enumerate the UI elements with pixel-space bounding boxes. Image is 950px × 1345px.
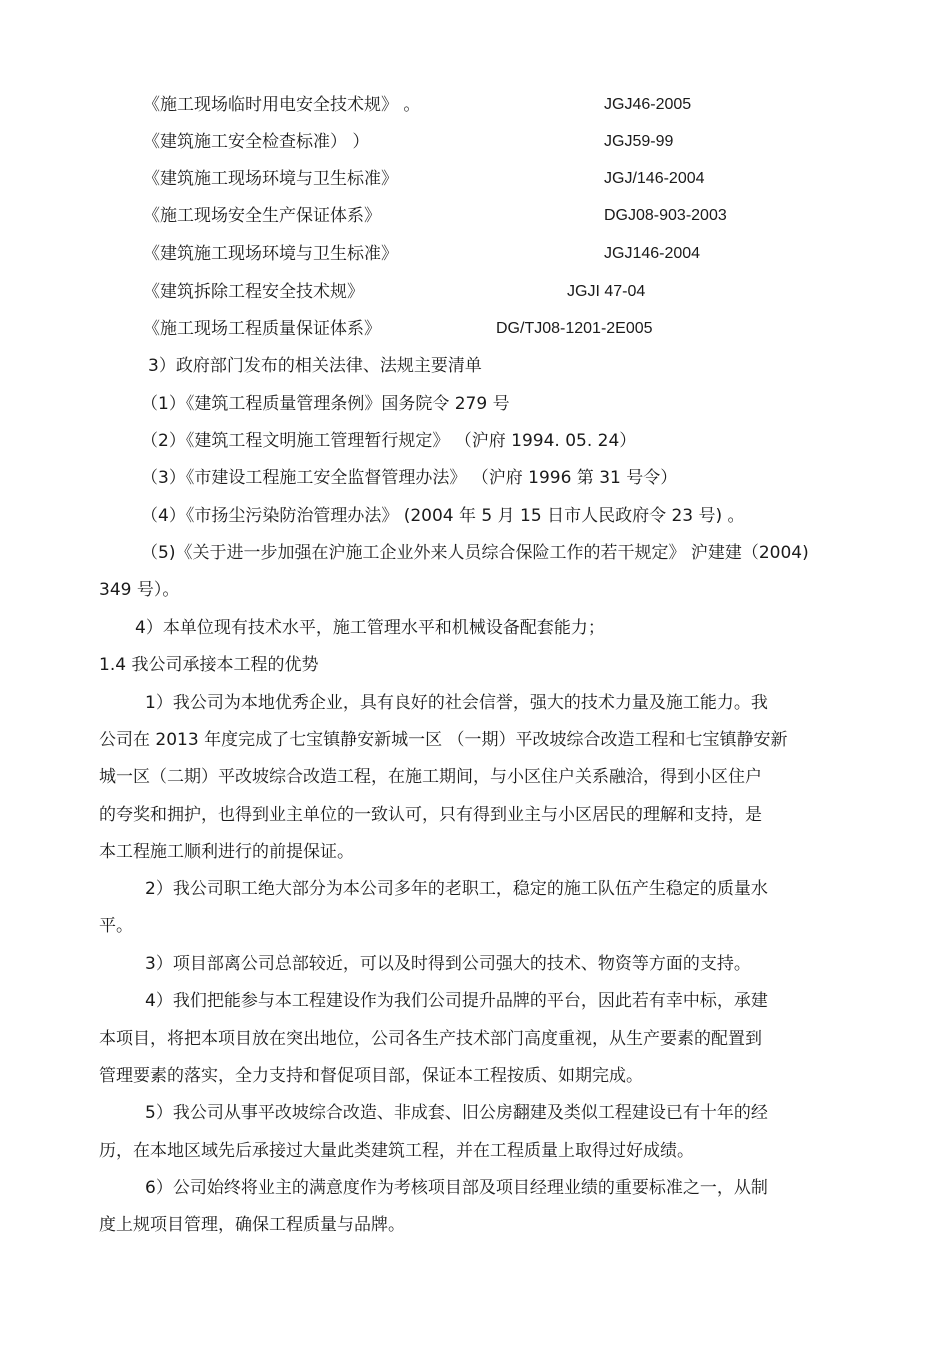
advantage-line: 6）公司始终将业主的满意度作为考核项目部及项目经理业绩的重要标准之一，从制 [145, 1178, 768, 1198]
law-item: （4）《市扬尘污染防治管理办法》 (2004 年 5 月 15 日市人民政府令 23 号) 。 [141, 506, 745, 526]
law-item-continuation: 349 号）。 [99, 580, 180, 600]
standard-title: 《建筑拆除工程安全技术规》 [143, 282, 364, 302]
advantage-line: 管理要素的落实，全力支持和督促项目部，保证本工程按质、如期完成。 [99, 1066, 643, 1086]
standard-code: JGJ46-2005 [604, 96, 692, 113]
advantage-line: 本项目，将把本项目放在突出地位，公司各生产技术部门高度重视，从生产要素的配置到 [99, 1029, 762, 1049]
standard-code: JGJI 47-04 [567, 283, 646, 300]
advantage-line: 的夸奖和拥护，也得到业主单位的一致认可，只有得到业主与小区居民的理解和支持，是 [99, 805, 762, 825]
standard-code: JGJ59-99 [604, 133, 674, 150]
standard-code: DG/TJ08-1201-2E005 [496, 320, 653, 337]
advantage-line: 2）我公司职工绝大部分为本公司多年的老职工，稳定的施工队伍产生稳定的质量水 [145, 879, 768, 899]
standard-title: 《建筑施工现场环境与卫生标准》 [143, 169, 398, 189]
advantage-line: 度上规项目管理，确保工程质量与品牌。 [99, 1215, 405, 1235]
advantage-line: 5）我公司从事平改坡综合改造、非成套、旧公房翻建及类似工程建设已有十年的经 [145, 1103, 768, 1123]
law-item: （3）《市建设工程施工安全监督管理办法》 （沪府 1996 第 31 号令） [141, 468, 678, 488]
advantage-line: 公司在 2013 年度完成了七宝镇静安新城一区 （一期）平改坡综合改造工程和七宝镇静安新 [99, 730, 788, 750]
law-item: （1）《建筑工程质量管理条例》国务院令 279 号 [141, 394, 510, 414]
standard-code: JGJ146-2004 [604, 245, 701, 262]
section-heading: 1.4 我公司承接本工程的优势 [99, 655, 319, 675]
standard-title: 《建筑施工安全检查标准） ） [143, 132, 370, 152]
standard-code: DGJ08-903-2003 [604, 207, 727, 224]
standard-title: 《施工现场安全生产保证体系》 [143, 206, 381, 226]
advantage-line: 本工程施工顺利进行的前提保证。 [99, 842, 354, 862]
advantage-line: 平。 [99, 916, 133, 936]
capability-item: 4）本单位现有技术水平，施工管理水平和机械设备配套能力； [135, 618, 605, 638]
advantage-line: 1）我公司为本地优秀企业，具有良好的社会信誉，强大的技术力量及施工能力。我 [145, 693, 768, 713]
advantage-line: 4）我们把能参与本工程建设作为我们公司提升品牌的平台，因此若有幸中标，承建 [145, 991, 768, 1011]
advantage-line: 城一区（二期）平改坡综合改造工程，在施工期间，与小区住户关系融洽，得到小区住户 [99, 767, 762, 787]
standard-title: 《施工现场工程质量保证体系》 [143, 319, 381, 339]
standard-code: JGJ/146-2004 [604, 170, 705, 187]
law-item: （5)《关于进一步加强在沪施工企业外来人员综合保险工作的若干规定》 沪建建（2004) [141, 543, 809, 563]
standard-title: 《建筑施工现场环境与卫生标准》 [143, 244, 398, 264]
laws-heading: 3）政府部门发布的相关法律、法规主要清单 [148, 356, 482, 376]
law-item: （2）《建筑工程文明施工管理暂行规定》 （沪府 1994. 05. 24） [141, 431, 637, 451]
advantage-line: 3）项目部离公司总部较近，可以及时得到公司强大的技术、物资等方面的支持。 [145, 954, 751, 974]
standard-title: 《施工现场临时用电安全技术规》 。 [143, 95, 421, 115]
advantage-line: 历，在本地区域先后承接过大量此类建筑工程，并在工程质量上取得过好成绩。 [99, 1141, 694, 1161]
